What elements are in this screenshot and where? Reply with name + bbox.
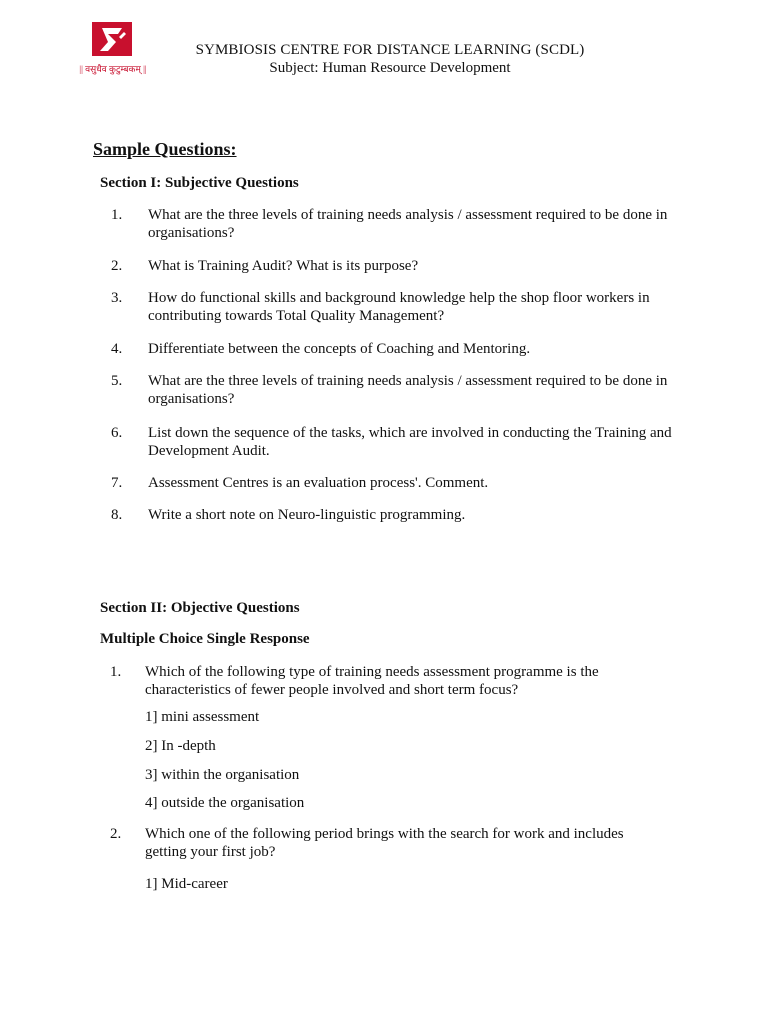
question-text: List down the sequence of the tasks, which are involved in conducting the Training and Development Audit. <box>148 425 672 459</box>
answer-option: 1] mini assessment <box>145 709 260 725</box>
question-number: 4. <box>111 341 123 357</box>
symbiosis-logo <box>78 18 148 76</box>
answer-option: 4] outside the organisation <box>145 795 305 811</box>
question-text: What are the three levels of training needs analysis / assessment required to be done in organisations? <box>148 207 668 241</box>
question-text: What are the three levels of training needs analysis / assessment required to be done in organisations? <box>148 373 668 407</box>
question-text: Differentiate between the concepts of Coaching and Mentoring. <box>148 341 531 357</box>
answer-option: 1] Mid-career <box>145 876 228 892</box>
section-2-heading: Section II: Objective Questions <box>100 600 300 616</box>
question-number: 6. <box>111 425 123 441</box>
logo-emblem-icon <box>78 18 148 60</box>
answer-option: 3] within the organisation <box>145 767 300 783</box>
question-number: 2. <box>111 258 123 274</box>
section-1-heading: Section I: Subjective Questions <box>100 175 299 191</box>
question-text: Which of the following type of training needs assessment programme is the characteristics of fewer people involved and short term focus? <box>145 664 599 698</box>
question-number: 1. <box>111 207 123 223</box>
question-text: Assessment Centres is an evaluation process'. Comment. <box>148 475 489 491</box>
question-text: Which one of the following period brings with the search for work and includes getting your first job? <box>145 826 624 860</box>
question-number: 5. <box>111 373 123 389</box>
answer-option: 2] In -depth <box>145 738 216 754</box>
organisation-title: SYMBIOSIS CENTRE FOR DISTANCE LEARNING (SCDL) <box>195 42 585 58</box>
section-2-subheading: Multiple Choice Single Response <box>100 631 310 647</box>
question-number: 3. <box>111 290 123 306</box>
question-text: Write a short note on Neuro-linguistic programming. <box>148 507 466 523</box>
page-title: Sample Questions: <box>93 139 237 159</box>
logo-motto: || वसुधैव कुटुम्बकम् || <box>79 64 147 74</box>
question-text: How do functional skills and background knowledge help the shop floor workers in contributing towards Total Quality Management? <box>148 290 650 324</box>
subject-title: Subject: Human Resource Development <box>269 60 511 76</box>
question-number: 8. <box>111 507 123 523</box>
question-number: 1. <box>110 664 122 680</box>
question-text: What is Training Audit? What is its purpose? <box>148 258 419 274</box>
question-number: 2. <box>110 826 122 842</box>
question-number: 7. <box>111 475 123 491</box>
